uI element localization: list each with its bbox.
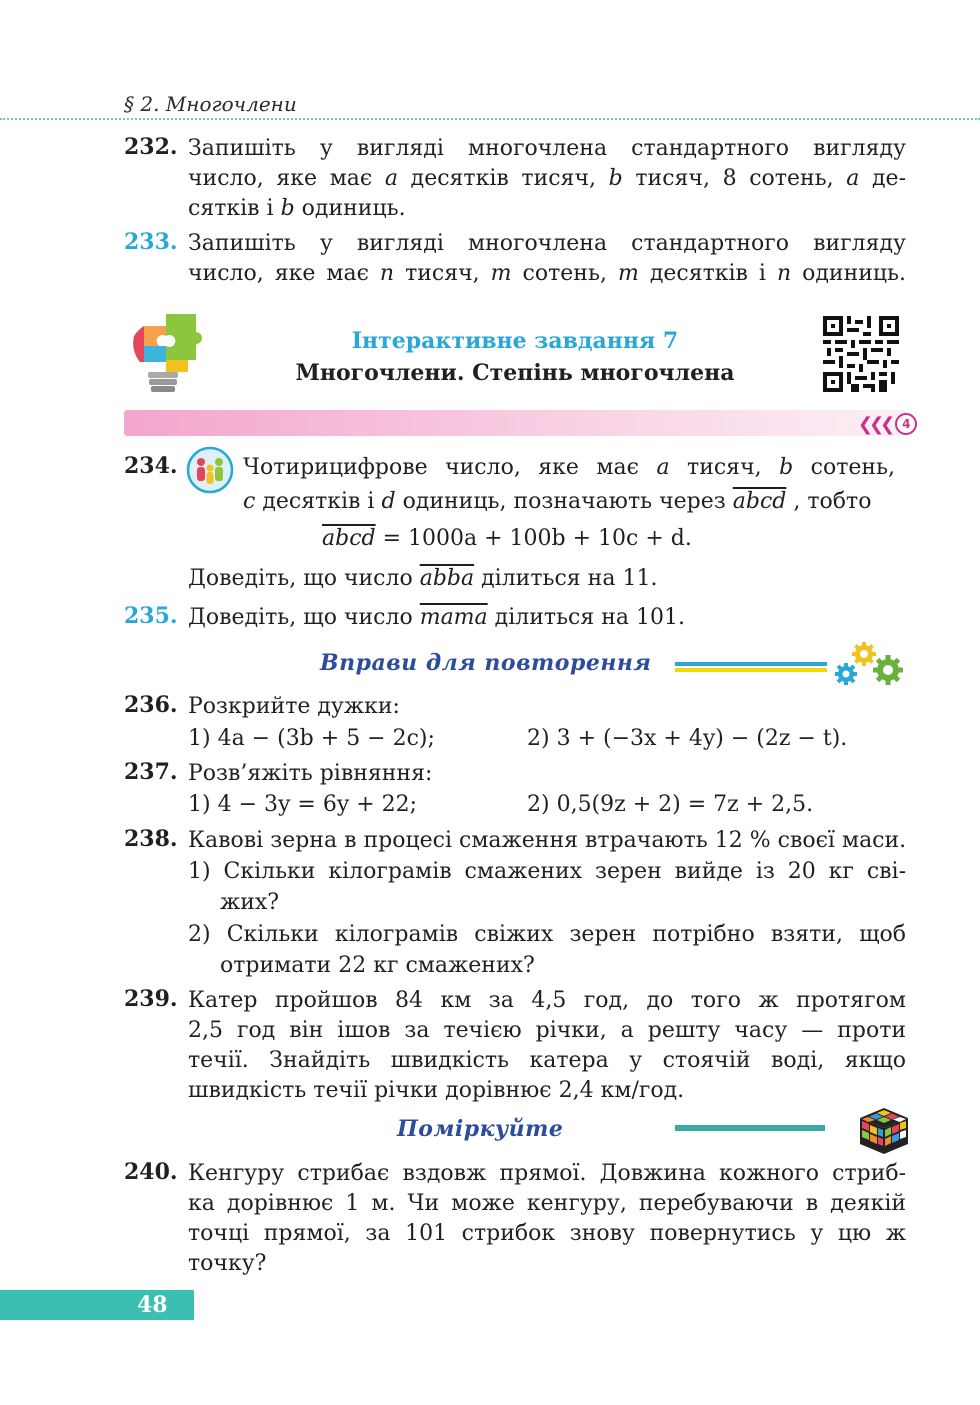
problem-234-line-1: Чотирицифрове число, яке має a тисяч, b сотень, [243,455,896,480]
problem-number-239: 239. [124,986,178,1012]
rubiks-cube-icon [858,1106,910,1156]
interactive-task-title: Інтерактивне завдання 7 [351,328,679,354]
lightbulb-puzzle-icon [124,306,214,398]
review-line-yellow [675,668,827,672]
chevron-icon: ❮❮❮ [858,413,892,435]
problem-239-line-4: швидкість течії річки дорівнює 2,4 км/год. [188,1078,685,1103]
problem-232-line-1: Запишіть у вигляді многочлена стандартного вигляду [188,136,906,161]
level-number: 4 [895,413,917,435]
problem-235-text: Доведіть, що число mama ділиться на 101. [188,605,685,630]
problem-number-233: 233. [124,229,178,255]
header-divider [0,118,980,120]
problem-240-line-3: точці прямої, за 101 стрибок знову повернутись у цю ж [188,1221,907,1246]
problem-number-240: 240. [124,1159,178,1185]
problem-236-title: Розкрийте дужки: [188,694,400,719]
difficulty-level-badge [858,414,917,434]
interactive-task-subtitle: Многочлени. Степінь многочлена [295,360,735,386]
problem-240-line-1: Кенгуру стрибає вздовж прямої. Довжина кожного стриб- [188,1161,907,1186]
problem-234-line-4: Доведіть, що число abba ділиться на 11. [188,566,658,591]
problem-237-item-2: 2) 0,5(9z + 2) = 7z + 2,5. [527,792,814,817]
problem-233-line-1: Запишіть у вигляді многочлена стандартного вигляду [188,231,906,256]
section-header: § 2. Многочлени [124,92,297,116]
gears-icon [830,640,910,690]
problem-240-line-2: ка дорівнює 1 м. Чи може кенгуру, перебуваючи в деякій [188,1191,907,1216]
problem-number-237: 237. [124,759,178,785]
group-work-icon [186,446,234,494]
problem-237-title: Розв’яжіть рівняння: [188,761,433,786]
problem-233-line-2: число, яке має n тисяч, m сотень, m десятків і n одиниць. [188,261,907,286]
problem-234-formula: abcd = 1000a + 100b + 10c + d. [322,526,692,551]
problem-number-234: 234. [124,453,178,479]
problem-number-238: 238. [124,826,178,852]
problem-236-item-1: 1) 4a − (3b + 5 − 2c); [188,726,435,751]
problem-number-232: 232. [124,134,178,160]
problem-237-item-1: 1) 4 − 3y = 6y + 22; [188,792,418,817]
think-line [675,1125,825,1131]
problem-240-line-4: точку? [188,1251,267,1276]
problem-239-line-1: Катер пройшов 84 км за 4,5 год, до того ж протягом [188,988,906,1013]
think-heading: Поміркуйте [397,1116,564,1142]
problem-238-q1-line-1: 1) Скільки кілограмів смажених зерен вийде із 20 кг сві- [188,859,907,884]
problem-236-item-2: 2) 3 + (−3x + 4y) − (2z − t). [527,726,848,751]
problem-239-line-3: течії. Знайдіть швидкість катера у стоячій воді, якщо [188,1048,907,1073]
difficulty-bar [124,410,906,436]
problem-232-line-2: число, яке має a десятків тисяч, b тисяч, 8 сотень, a де- [188,166,907,191]
problem-number-235: 235. [124,603,178,629]
page-number: 48 [137,1292,168,1318]
problem-238-q2-line-1: 2) Скільки кілограмів свіжих зерен потрібно взяти, щоб [188,922,907,947]
problem-239-line-2: 2,5 год він ішов за течією річки, а решту часу — проти [188,1018,907,1043]
review-line-blue [675,662,827,666]
problem-232-line-3: сятків і b одиниць. [188,196,406,221]
problem-number-236: 236. [124,692,178,718]
problem-238-q1-line-2: жих? [220,890,280,915]
qr-code-icon[interactable] [823,316,899,392]
problem-238-line-1: Кавові зерна в процесі смаження втрачають 12 % своєї маси. [188,828,907,853]
problem-238-q2-line-2: отримати 22 кг смажених? [220,953,535,978]
review-heading: Вправи для повторення [320,650,652,676]
problem-234-line-2: c десятків і d одиниць, позначають через abcd , тобто [243,489,872,514]
